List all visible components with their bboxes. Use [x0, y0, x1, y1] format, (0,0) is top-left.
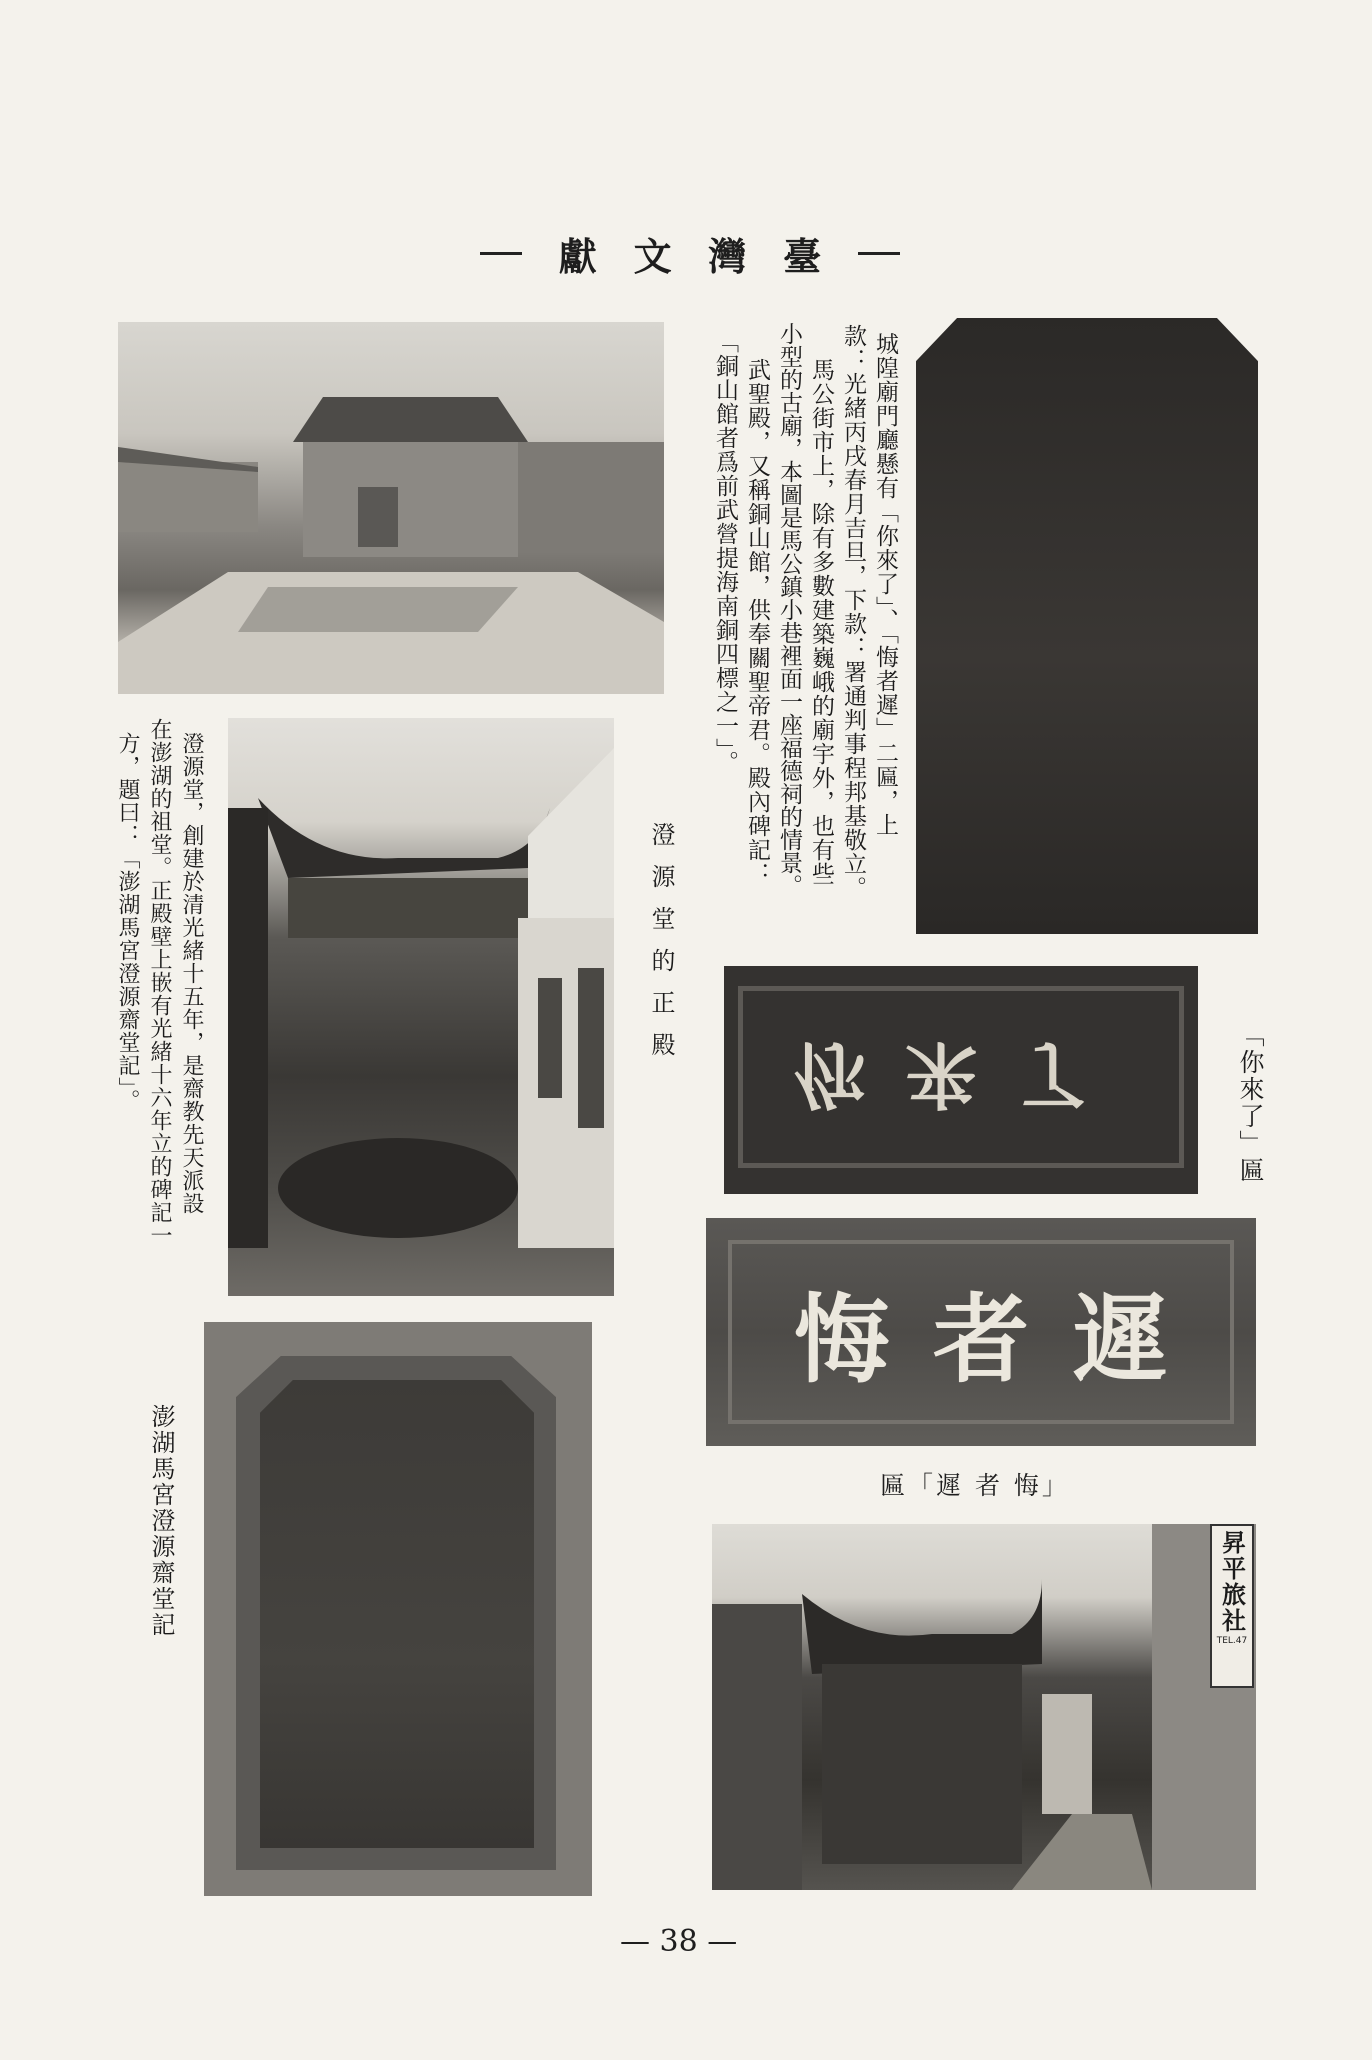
signboard: [1210, 1524, 1254, 1688]
header-dash-left: [480, 252, 522, 255]
page-number: — 38 —: [620, 1924, 738, 1959]
photo-tablet-top-right: [916, 318, 1258, 934]
photo-wusheng-temple: [712, 1524, 1256, 1890]
signboard-text: 昇平旅社: [1217, 1530, 1247, 1634]
caption-hui-zhe-chi: 匾「遲 者 悔」: [880, 1471, 1070, 1500]
wusheng-temple-illustration: [712, 1524, 1256, 1890]
photo-main-hall: [228, 718, 614, 1296]
header-char-1: 獻: [558, 233, 597, 279]
photo-stele: [204, 1322, 592, 1896]
plaque-hui-zhe-chi-text: 悔者遲: [793, 1282, 1212, 1396]
article-column-2: 款：光緒丙戌春月吉旦，下款：署通判事程邦基敬立。: [840, 324, 866, 900]
caption-ni-lai-le: 「你來了」匾: [1236, 1022, 1265, 1184]
running-header: [480, 228, 900, 278]
caption-main-hall: 澄源堂的正殿: [647, 822, 675, 1074]
header-char-3: 灣: [708, 233, 747, 279]
header-dash-right: [858, 252, 900, 255]
header-char-2: 文: [633, 233, 672, 279]
photo-temple-exterior: [118, 322, 664, 694]
plaque-ni-lai-le-text: 你来了: [793, 1032, 1129, 1117]
article-column-3: 馬公街市上，除有多數建築巍峨的廟宇外，也有些: [808, 358, 834, 886]
main-hall-illustration: [228, 718, 614, 1296]
chengyuan-column-2: 在澎湖的祖堂。正殿壁上嵌有光緒十六年立的碑記一: [147, 718, 172, 1247]
plaque-frame-2: [728, 1240, 1234, 1424]
chengyuan-column-1: 澄源堂，創建於清光緒十五年，是齋教先天派設: [179, 732, 204, 1215]
photo-plaque-ni-lai-le: [724, 966, 1198, 1194]
photo-plaque-hui-zhe-chi: [706, 1218, 1256, 1446]
article-column-1: 城隍廟門廳懸有「你來了」、「悔者遲」二匾，上: [872, 332, 898, 837]
article-column-6: 「銅山館者爲前武營提海南銅四標之一」。: [712, 330, 738, 775]
chengyuan-column-3: 方，題曰：「澎湖馬宮澄源齋堂記」。: [115, 732, 140, 1112]
signboard-tel: TEL.47: [1216, 1636, 1248, 1646]
article-column-4: 小型的古廟，本圖是馬公鎮小巷裡面一座福德祠的情景。: [776, 322, 802, 897]
temple-exterior-illustration: [118, 322, 664, 694]
header-char-4: 臺: [783, 233, 822, 279]
stele-face: [260, 1380, 534, 1848]
article-column-5: 武聖殿，又稱銅山館，供奉關聖帝君。殿內碑記：: [744, 358, 770, 886]
caption-stele: 澎湖馬宮澄源齋堂記: [147, 1404, 175, 1638]
